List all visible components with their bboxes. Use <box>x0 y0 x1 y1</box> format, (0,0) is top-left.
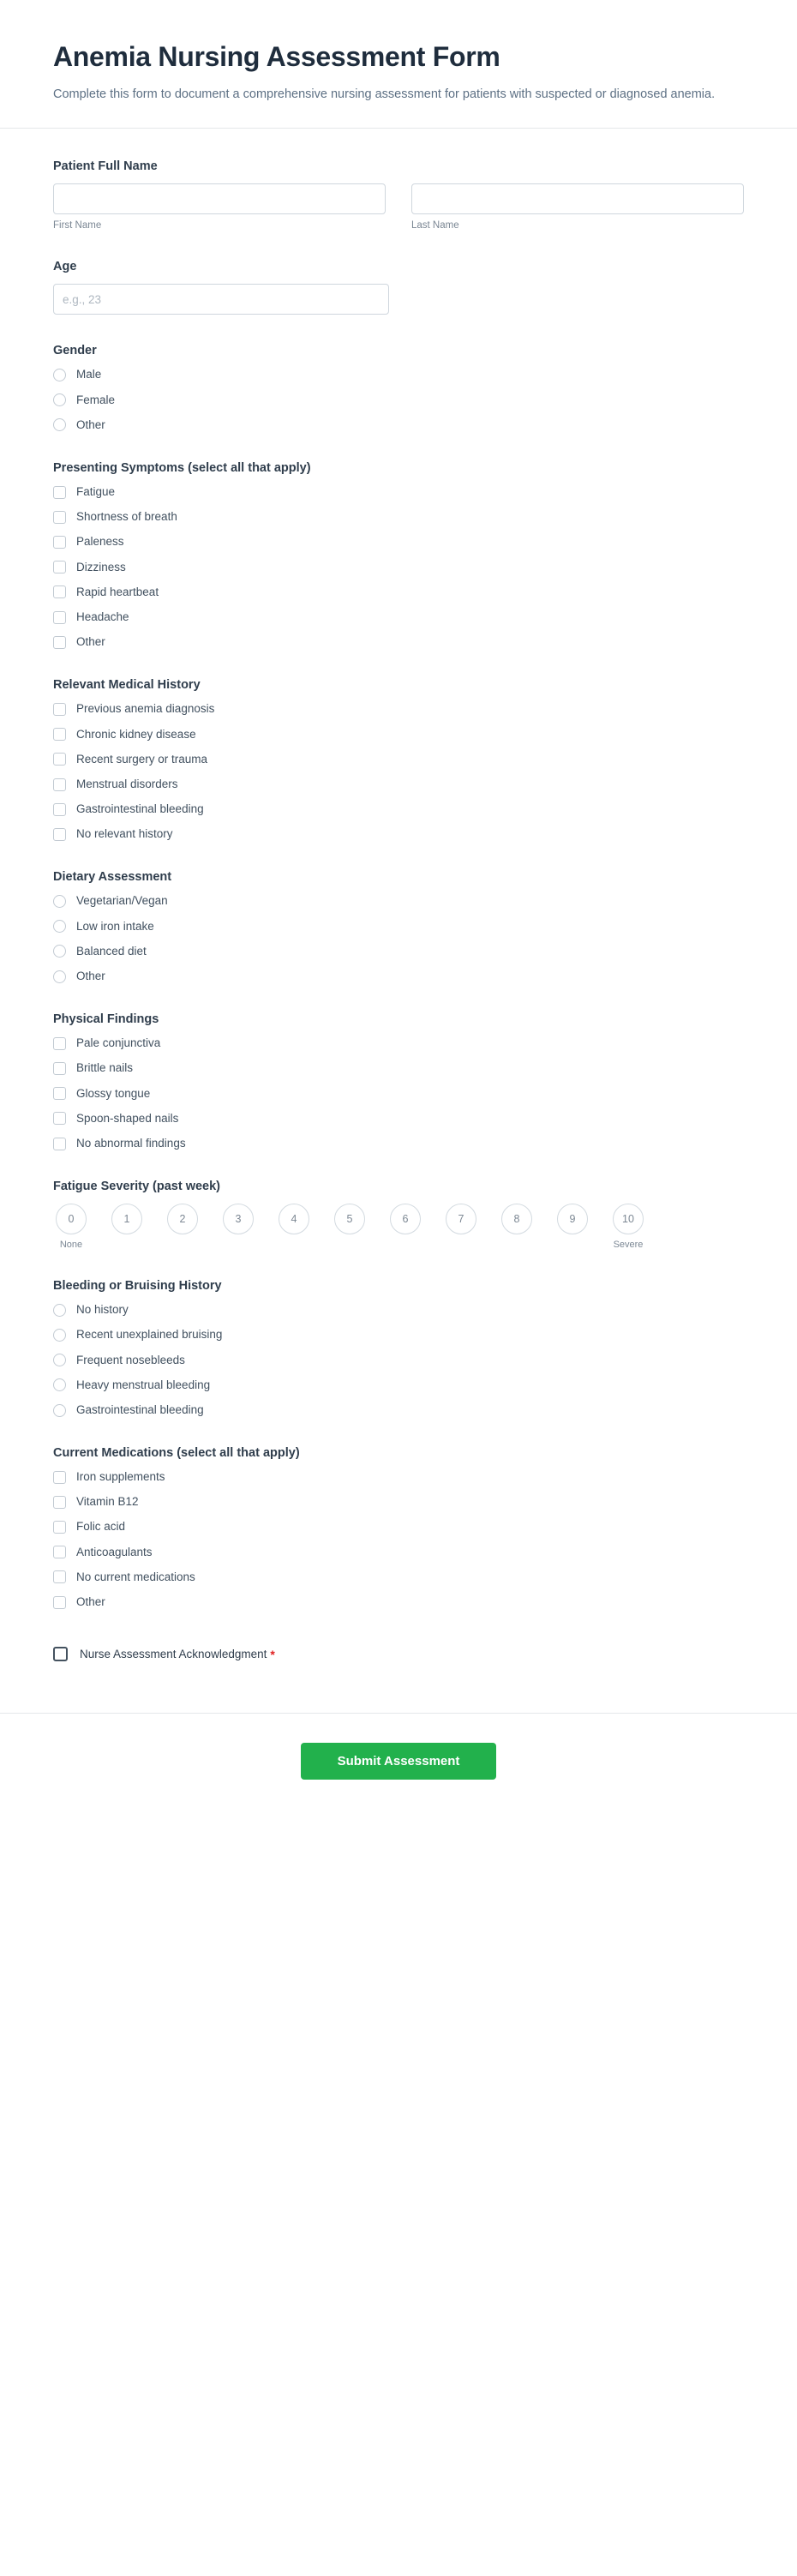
field-patient-name <box>53 159 744 231</box>
checkbox-option[interactable] <box>53 1546 744 1559</box>
checkbox-option[interactable] <box>53 561 744 574</box>
checkbox-icon[interactable] <box>53 1138 66 1150</box>
field-acknowledgment[interactable] <box>53 1647 744 1661</box>
scale-value[interactable]: 3 <box>223 1204 254 1234</box>
checkbox-icon[interactable] <box>53 778 66 791</box>
radio-option[interactable] <box>53 1403 744 1417</box>
radio-icon[interactable] <box>53 895 66 908</box>
checkbox-icon[interactable] <box>53 486 66 499</box>
option-label: Recent surgery or trauma <box>76 752 208 766</box>
option-label: Shortness of breath <box>76 510 177 524</box>
scale-point[interactable] <box>499 1204 535 1250</box>
option-label: Vitamin B12 <box>76 1495 139 1509</box>
gender-options <box>53 368 744 432</box>
field-gender <box>53 344 744 432</box>
checkbox-icon[interactable] <box>53 1037 66 1050</box>
scale-point[interactable] <box>53 1204 89 1250</box>
scale-point[interactable] <box>276 1204 312 1250</box>
radio-option[interactable] <box>53 1328 744 1342</box>
checkbox-icon[interactable] <box>53 753 66 766</box>
radio-option[interactable] <box>53 920 744 934</box>
scale-caption: None <box>59 1240 83 1251</box>
first-name-sublabel: First Name <box>53 220 102 231</box>
radio-option[interactable] <box>53 393 744 407</box>
scale-caption: Severe <box>613 1240 644 1251</box>
checkbox-option[interactable] <box>53 778 744 791</box>
scale-point[interactable] <box>220 1204 256 1250</box>
checkbox-icon[interactable] <box>53 536 66 549</box>
scale-value[interactable]: 10 <box>613 1204 644 1234</box>
radio-icon[interactable] <box>53 1404 66 1417</box>
checkbox-option[interactable] <box>53 702 744 716</box>
radio-icon[interactable] <box>53 1329 66 1342</box>
option-label: Dizziness <box>76 560 126 573</box>
scale-point[interactable] <box>610 1204 646 1250</box>
submit-button[interactable]: Submit Assessment <box>301 1743 496 1780</box>
checkbox-option[interactable] <box>53 1595 744 1609</box>
radio-icon[interactable] <box>53 1378 66 1391</box>
option-label: Rapid heartbeat <box>76 585 159 598</box>
checkbox-option[interactable] <box>53 1061 744 1075</box>
name-row <box>53 183 744 231</box>
option-label: Vegetarian/Vegan <box>76 894 168 908</box>
radio-option[interactable] <box>53 894 744 908</box>
radio-option[interactable] <box>53 1354 744 1367</box>
fatigue-scale <box>53 1204 739 1250</box>
option-label: Other <box>76 1595 105 1609</box>
form-header <box>0 0 797 129</box>
checkbox-option[interactable] <box>53 753 744 766</box>
checkbox-icon[interactable] <box>53 1087 66 1100</box>
checkbox-option[interactable] <box>53 1570 744 1584</box>
scale-value[interactable]: 1 <box>111 1204 142 1234</box>
radio-option[interactable] <box>53 945 744 958</box>
checkbox-icon[interactable] <box>53 1471 66 1484</box>
checkbox-option[interactable] <box>53 728 744 742</box>
checkbox-icon[interactable] <box>53 636 66 649</box>
label-dietary: Dietary Assessment <box>53 870 172 885</box>
scale-value[interactable]: 2 <box>167 1204 198 1234</box>
checkbox-icon[interactable] <box>53 585 66 598</box>
radio-option[interactable] <box>53 1303 744 1317</box>
option-label: Heavy menstrual bleeding <box>76 1378 211 1391</box>
medical-history-options <box>53 702 744 841</box>
checkbox-option[interactable] <box>53 1470 744 1484</box>
scale-value[interactable]: 8 <box>501 1204 532 1234</box>
scale-point[interactable] <box>443 1204 479 1250</box>
first-name-input[interactable] <box>53 183 386 214</box>
radio-icon[interactable] <box>53 369 66 381</box>
acknowledgment-label: Nurse Assessment Acknowledgment <box>80 1648 267 1661</box>
scale-value[interactable]: 9 <box>557 1204 588 1234</box>
checkbox-option[interactable] <box>53 510 744 524</box>
form-body <box>0 129 797 1713</box>
checkbox-option[interactable] <box>53 1495 744 1509</box>
checkbox-icon[interactable] <box>53 1596 66 1609</box>
label-medical-history: Relevant Medical History <box>53 678 201 693</box>
checkbox-icon[interactable] <box>53 1521 66 1534</box>
checkbox-option[interactable] <box>53 1137 744 1150</box>
option-label: Anticoagulants <box>76 1545 153 1558</box>
checkbox-icon[interactable] <box>53 803 66 816</box>
label-patient-name: Patient Full Name <box>53 159 158 174</box>
checkbox-icon[interactable] <box>53 703 66 716</box>
radio-icon[interactable] <box>53 1304 66 1317</box>
option-label: Spoon-shaped nails <box>76 1111 179 1125</box>
required-indicator: * <box>270 1647 275 1661</box>
medications-options <box>53 1470 744 1609</box>
acknowledgment-checkbox-icon[interactable] <box>53 1647 68 1661</box>
page-title: Anemia Nursing Assessment Form <box>53 41 500 72</box>
scale-point[interactable] <box>165 1204 201 1250</box>
option-label: Chronic kidney disease <box>76 727 196 741</box>
last-name-group <box>411 183 744 231</box>
field-medications <box>53 1446 744 1609</box>
option-label: Male <box>76 368 102 381</box>
field-physical-findings <box>53 1012 744 1150</box>
checkbox-icon[interactable] <box>53 828 66 841</box>
label-fatigue-severity: Fatigue Severity (past week) <box>53 1180 221 1194</box>
radio-option[interactable] <box>53 368 744 381</box>
scale-value[interactable]: 5 <box>334 1204 365 1234</box>
option-label: Other <box>76 970 105 983</box>
scale-value[interactable]: 7 <box>446 1204 476 1234</box>
physical-findings-options <box>53 1036 744 1150</box>
checkbox-option[interactable] <box>53 610 744 624</box>
checkbox-icon[interactable] <box>53 511 66 524</box>
checkbox-option[interactable] <box>53 827 744 841</box>
checkbox-option[interactable] <box>53 535 744 549</box>
last-name-sublabel: Last Name <box>411 220 459 231</box>
option-label: Menstrual disorders <box>76 777 178 790</box>
checkbox-option[interactable] <box>53 1087 744 1101</box>
field-medical-history <box>53 678 744 841</box>
option-label: Gastrointestinal bleeding <box>76 1402 204 1416</box>
radio-icon[interactable] <box>53 1354 66 1366</box>
scale-point[interactable] <box>387 1204 423 1250</box>
option-label: No abnormal findings <box>76 1136 186 1150</box>
option-label: Iron supplements <box>76 1470 165 1484</box>
option-label: Previous anemia diagnosis <box>76 702 215 716</box>
scale-value[interactable]: 4 <box>279 1204 309 1234</box>
checkbox-icon[interactable] <box>53 1062 66 1075</box>
option-label: Female <box>76 393 116 406</box>
radio-icon[interactable] <box>53 393 66 406</box>
field-dietary <box>53 870 744 983</box>
option-label: Pale conjunctiva <box>76 1036 161 1050</box>
symptoms-options <box>53 485 744 649</box>
first-name-group <box>53 183 386 231</box>
scale-point[interactable] <box>109 1204 145 1250</box>
checkbox-icon[interactable] <box>53 1570 66 1583</box>
checkbox-icon[interactable] <box>53 728 66 741</box>
option-label: Fatigue <box>76 485 116 499</box>
option-label: No history <box>76 1303 129 1317</box>
label-medications: Current Medications (select all that apply) <box>53 1446 300 1461</box>
checkbox-option[interactable] <box>53 485 744 499</box>
radio-option[interactable] <box>53 970 744 983</box>
option-label: Gastrointestinal bleeding <box>76 802 204 816</box>
checkbox-option[interactable] <box>53 1112 744 1126</box>
label-bleeding-history: Bleeding or Bruising History <box>53 1279 222 1294</box>
checkbox-option[interactable] <box>53 802 744 816</box>
age-input[interactable] <box>53 284 389 315</box>
label-gender: Gender <box>53 344 97 358</box>
option-label: Frequent nosebleeds <box>76 1353 185 1366</box>
checkbox-option[interactable] <box>53 1036 744 1050</box>
option-label: Balanced diet <box>76 944 147 958</box>
radio-option[interactable] <box>53 1378 744 1392</box>
label-age: Age <box>53 260 77 274</box>
field-symptoms <box>53 461 744 649</box>
option-label: Recent unexplained bruising <box>76 1328 223 1342</box>
option-label: Folic acid <box>76 1520 126 1534</box>
scale-point[interactable] <box>554 1204 590 1250</box>
label-symptoms: Presenting Symptoms (select all that apply) <box>53 461 311 476</box>
field-fatigue-severity <box>53 1180 744 1250</box>
option-label: Paleness <box>76 535 124 549</box>
checkbox-option[interactable] <box>53 1520 744 1534</box>
scale-value[interactable]: 6 <box>390 1204 421 1234</box>
radio-option[interactable] <box>53 418 744 432</box>
checkbox-icon[interactable] <box>53 611 66 624</box>
scale-value[interactable]: 0 <box>56 1204 87 1234</box>
option-label: Other <box>76 635 105 649</box>
option-label: No relevant history <box>76 827 173 841</box>
option-label: Glossy tongue <box>76 1086 151 1100</box>
checkbox-option[interactable] <box>53 635 744 649</box>
radio-icon[interactable] <box>53 945 66 958</box>
label-physical-findings: Physical Findings <box>53 1012 159 1027</box>
scale-point[interactable] <box>332 1204 368 1250</box>
checkbox-icon[interactable] <box>53 1112 66 1125</box>
radio-icon[interactable] <box>53 418 66 431</box>
field-age <box>53 260 744 315</box>
field-bleeding-history <box>53 1279 744 1417</box>
checkbox-icon[interactable] <box>53 1546 66 1558</box>
checkbox-icon[interactable] <box>53 1496 66 1509</box>
form-footer <box>0 1713 797 1814</box>
dietary-options <box>53 894 744 983</box>
checkbox-option[interactable] <box>53 585 744 599</box>
last-name-input[interactable] <box>411 183 744 214</box>
option-label: Low iron intake <box>76 919 154 933</box>
option-label: Brittle nails <box>76 1061 134 1075</box>
option-label: Other <box>76 417 105 431</box>
option-label: No current medications <box>76 1570 195 1583</box>
bleeding-history-options <box>53 1303 744 1417</box>
form-description: Complete this form to document a comprehensive nursing assessment for patients with suspected or diagnosed anemia. <box>53 87 716 101</box>
radio-icon[interactable] <box>53 920 66 933</box>
option-label: Headache <box>76 609 129 623</box>
radio-icon[interactable] <box>53 970 66 983</box>
checkbox-icon[interactable] <box>53 561 66 573</box>
